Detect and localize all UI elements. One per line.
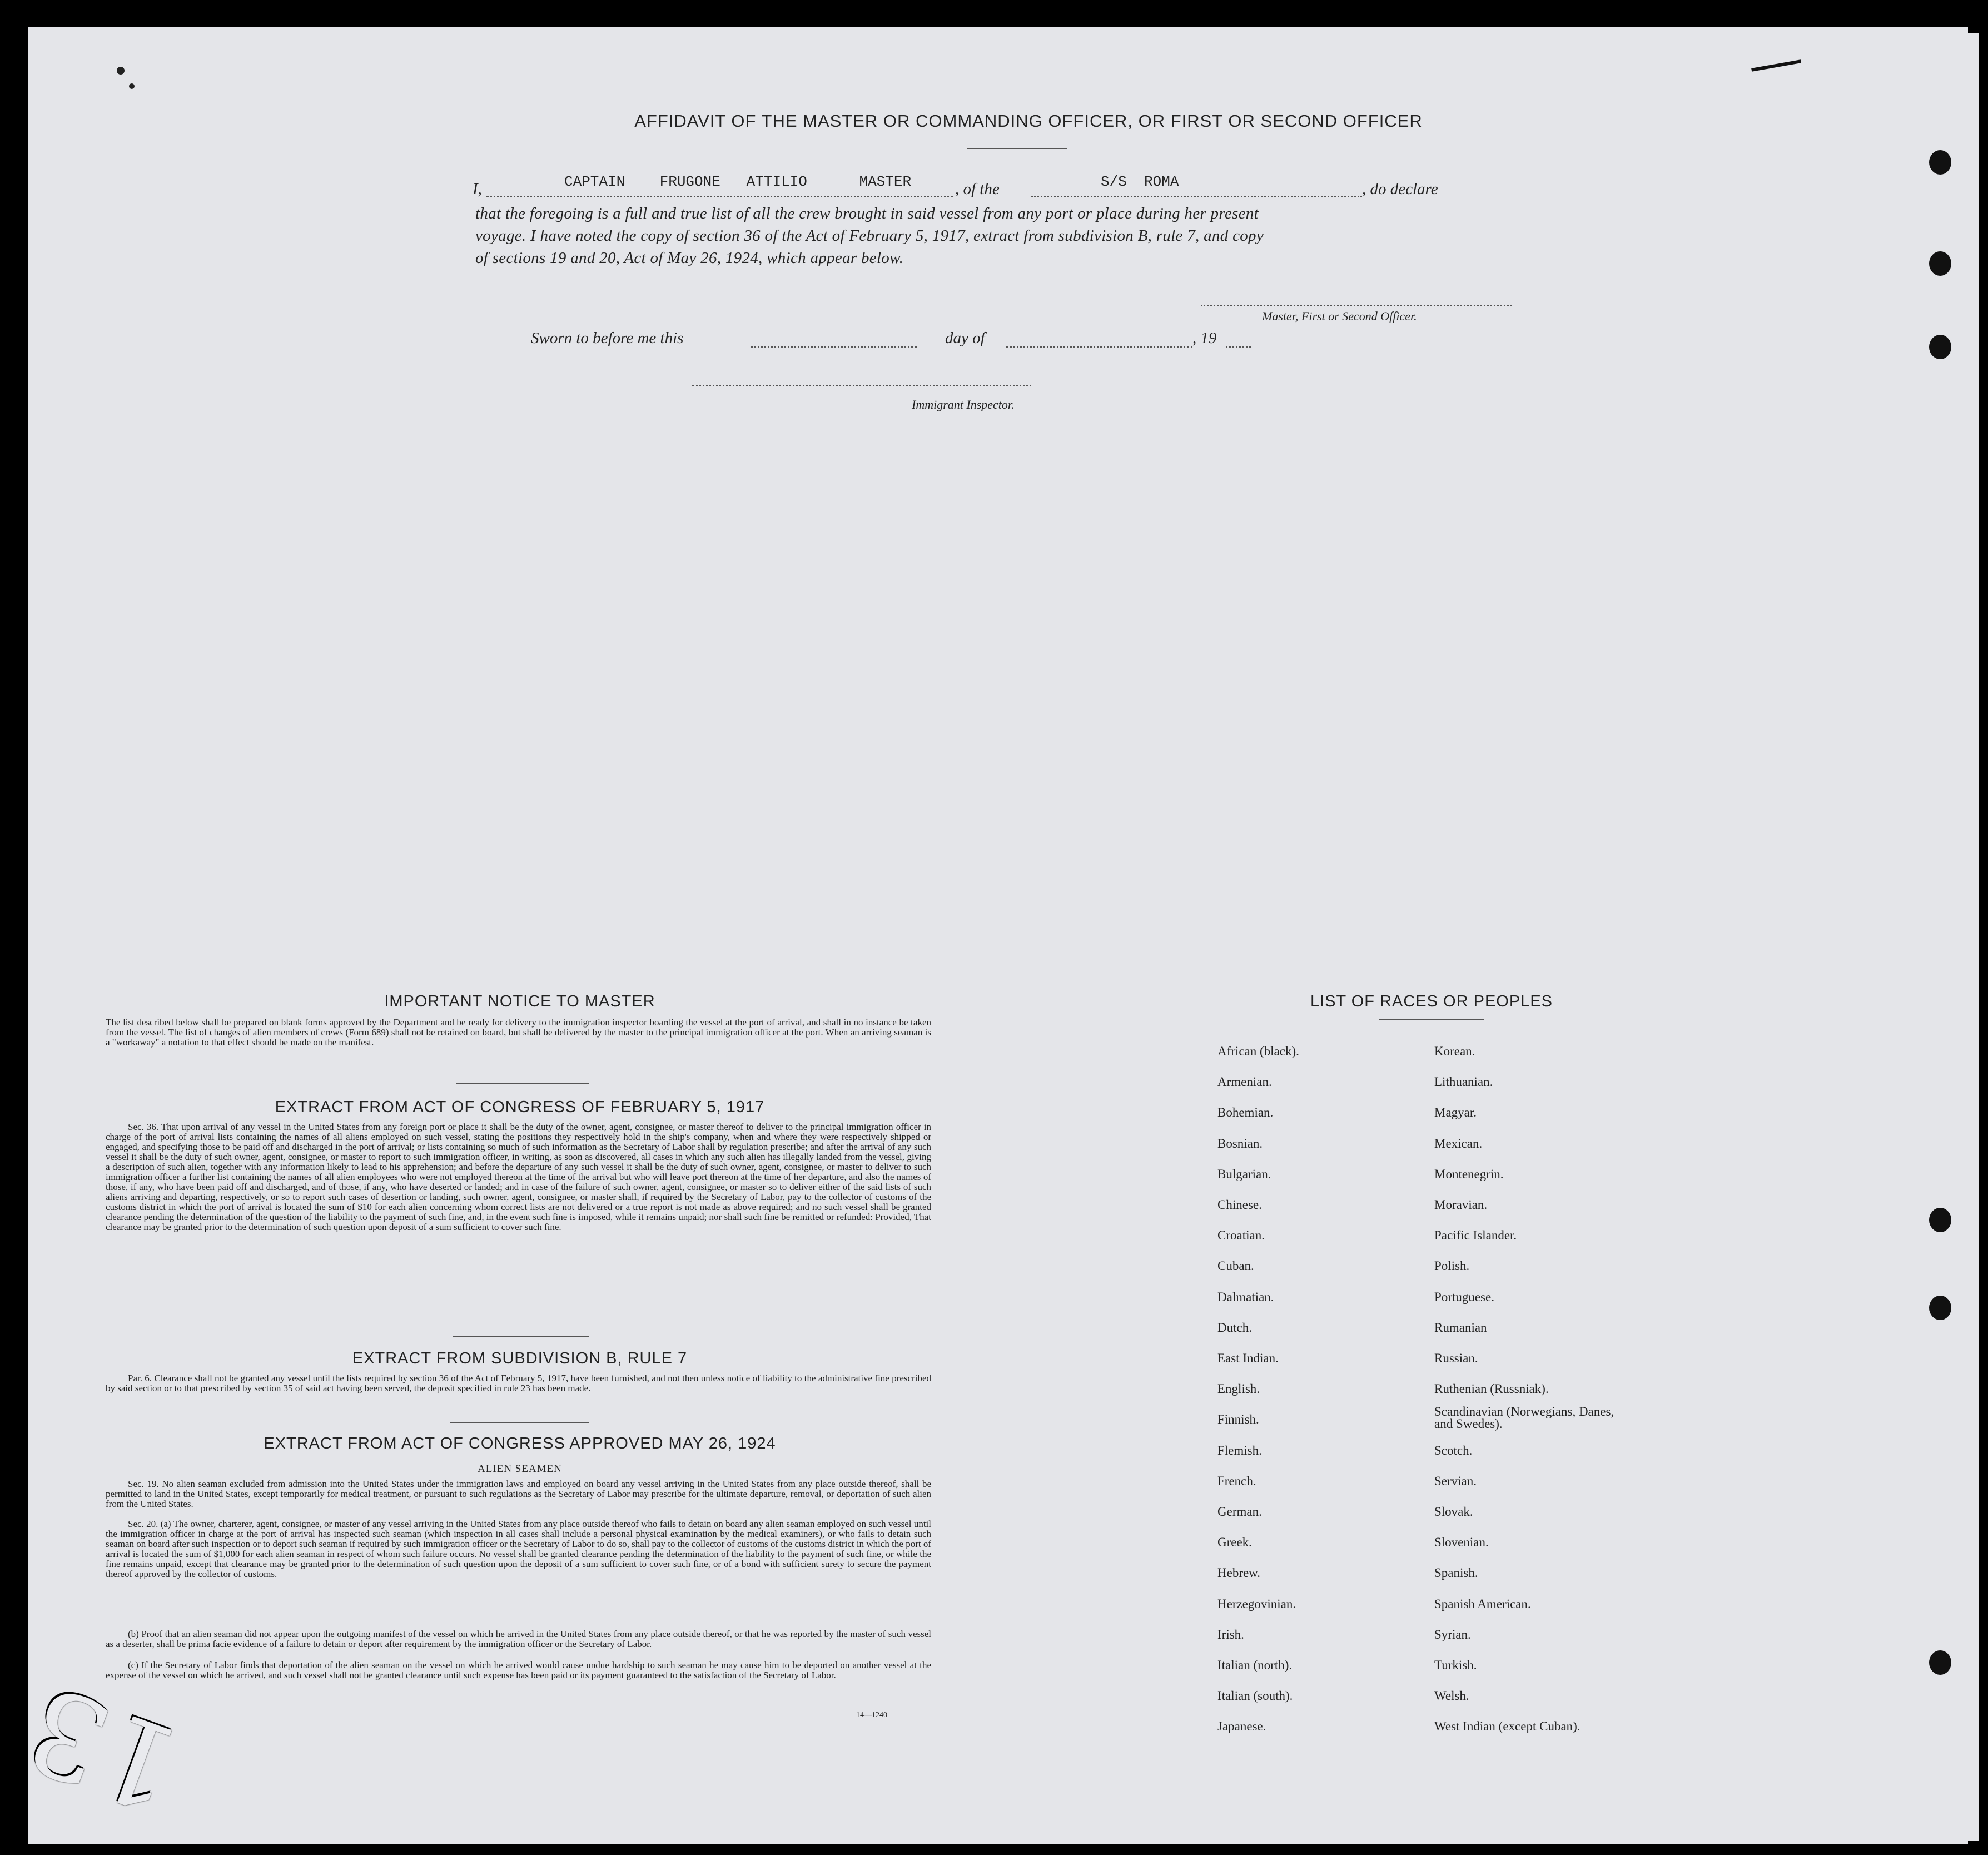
extract-1924-title: EXTRACT FROM ACT OF CONGRESS APPROVED MAY 26, 1924 [264, 1435, 776, 1452]
binder-hole [1929, 335, 1951, 359]
notice-body: The list described below shall be prepared on blank forms approved by the Department and be ready for delivery to the immigration inspector boarding the vessel at the port of arrival, and shall in no instance be taken from the vessel. The list of changes of alien members of crews (Form 689) shall not be retained on board, but shall be delivered by the master to the principal immigration officer at the port. When an arriving seaman is a "workaway" a notation to that effect should be made on the manifest. [106, 1017, 931, 1048]
race-item: Scotch. [1434, 1443, 1473, 1457]
race-item: English. [1217, 1382, 1260, 1396]
inspector-caption: Immigrant Inspector. [912, 398, 1015, 411]
divider [456, 1083, 589, 1084]
extract-1917-title: EXTRACT FROM ACT OF CONGRESS OF FEBRUARY 5, 1917 [275, 1098, 765, 1116]
race-item: Portuguese. [1434, 1289, 1494, 1304]
race-item: Finnish. [1217, 1412, 1259, 1427]
declaration-line-3: voyage. I have noted the copy of section 36 of the Act of February 5, 1917, extract from subdivision B, rule 7, and copy [475, 227, 1264, 245]
declaration-prefix: I, [473, 180, 482, 198]
race-item: Syrian. [1434, 1627, 1471, 1641]
race-item: Ruthenian (Russniak). [1434, 1382, 1549, 1396]
race-item: Slovak. [1434, 1505, 1473, 1519]
race-item: Italian (north). [1217, 1658, 1293, 1672]
alien-seamen-subtitle: ALIEN SEAMEN [478, 1463, 562, 1475]
page-edge [1690, 33, 1979, 1841]
race-item: Greek. [1217, 1535, 1252, 1550]
declaration-line-4: of sections 19 and 20, Act of May 26, 1924, which appear below. [475, 249, 904, 267]
binder-hole [1929, 1296, 1951, 1320]
race-item: Mexican. [1434, 1136, 1483, 1150]
master-name-filled: CAPTAIN FRUGONE ATTILIO MASTER [564, 173, 912, 190]
ink-speck [117, 67, 125, 75]
signature-caption: Master, First or Second Officer. [1262, 309, 1417, 323]
vessel-name-filled: S/S ROMA [1101, 173, 1179, 190]
form-number: 14—1240 [856, 1711, 887, 1719]
race-item: Flemish. [1217, 1443, 1262, 1457]
of-the-label: , of the [955, 180, 1000, 198]
divider [1379, 1019, 1484, 1020]
year-label: , 19 [1192, 329, 1217, 347]
declare-label: , do declare [1362, 180, 1438, 198]
page-number-stamp: 13 [10, 1659, 197, 1838]
binder-hole [1929, 1650, 1951, 1675]
race-item: Italian (south). [1217, 1689, 1293, 1703]
section-19-text: Sec. 19. No alien seaman excluded from admission into the United States under the immigration laws and employed on board any vessel arriving in the United States from any place outside thereof, shall be permitted to land in the United States, except temporarily for medical treatment, or pursuant to such regulations as the Secretary of Labor may prescribe for the ultimate departure, removal, or deportation of such alien from the United States. [106, 1479, 931, 1509]
section-20a-text: Sec. 20. (a) The owner, charterer, agent, consignee, or master of any vessel arriving in the United States from any place outside thereof who fails to detain on board any alien seaman employed on such vessel until the immigration officer in charge at the port of arrival has inspected such seaman (which inspection in all cases shall include a personal physical examination by the medical examiners), or who fails to detain such seaman on board after such inspection or to deport such seaman if required by such immigration officer or the Secretary of Labor to do so, shall pay to the collector of customs of the customs district in which the port of arrival is located the sum of $1,000 for each alien seaman in respect of whom such failure occurs. No vessel shall be granted clearance pending the determination of the liability to the payment of such fine, or while the fine remains unpaid, except that clearance may be granted prior to the determination of such question upon the deposit of a sum sufficient to cover such fine, or of a bond with sufficient surety to secure the payment thereof approved by the collector of customs. [106, 1519, 931, 1579]
race-item: Bulgarian. [1217, 1167, 1271, 1181]
race-item: German. [1217, 1505, 1262, 1519]
section-20b-text: (b) Proof that an alien seaman did not appear upon the outgoing manifest of the vessel on which he arrived in the United States from any place outside thereof, or that he was reported by the master of such vessel as a deserter, shall be prima facie evidence of a failure to detain or deport after requirement by the immigration officer or the Secretary of Labor. [106, 1629, 931, 1649]
sworn-line [531, 329, 1309, 351]
subdivision-b-body: Par. 6. Clearance shall not be granted any vessel until the lists required by section 36 of the Act of February 5, 1917, have been furnished, and not then unless notice of liability to the administrative fine prescribed by said section or to that prescribed by section 35 of said act having been served, the deposit specified in rule 23 has been made. [106, 1373, 931, 1393]
affidavit-title: AFFIDAVIT OF THE MASTER OR COMMANDING OFFICER, OR FIRST OR SECOND OFFICER [634, 111, 1423, 131]
notice-title: IMPORTANT NOTICE TO MASTER [384, 993, 655, 1010]
race-item: Turkish. [1434, 1658, 1477, 1672]
race-item: Croatian. [1217, 1228, 1265, 1243]
signature-line [1201, 305, 1512, 306]
race-item: Servian. [1434, 1474, 1477, 1488]
race-item: Welsh. [1434, 1689, 1469, 1703]
race-item: Scandinavian (Norwegians, Danes, and Swedes). [1434, 1405, 1614, 1431]
declaration-line-1 [473, 173, 1557, 199]
race-item: African (black). [1217, 1044, 1299, 1058]
divider [967, 148, 1067, 149]
binder-hole [1929, 150, 1951, 175]
race-item: Slovenian. [1434, 1535, 1489, 1550]
race-item: Herzegovinian. [1217, 1596, 1296, 1611]
day-of-label: day of [945, 329, 985, 347]
race-item: Armenian. [1217, 1075, 1272, 1089]
race-item: Dalmatian. [1217, 1289, 1274, 1304]
race-item: Spanish American. [1434, 1596, 1531, 1611]
race-item: Montenegrin. [1434, 1167, 1504, 1181]
ink-speck [129, 83, 135, 89]
race-item: Dutch. [1217, 1320, 1252, 1335]
divider [450, 1422, 589, 1423]
race-item: Irish. [1217, 1627, 1244, 1641]
race-item: East Indian. [1217, 1351, 1279, 1365]
race-item: West Indian (except Cuban). [1434, 1719, 1581, 1734]
extract-1917-body: Sec. 36. That upon arrival of any vessel in the United States from any foreign port or place it shall be the duty of the owner, agent, consignee, or master thereof to deliver to the principal immigration officer in charge of the port of arrival lists containing the names of all aliens employed on such vessel, stating the positions they respectively hold in the ship's company, when and where they were respectively shipped or engaged, and specifying those to be paid off and discharged in the port of arrival; or lists containing so much of such information as the Secretary of Labor shall by regulation prescribe; and after the arrival of any such vessel it shall be the duty of such owner, agent, consignee, or master to report to such immigration officer, in writing, as soon as discovered, all cases in which any such alien has illegally landed from the vessel, giving a description of such alien, together with any information likely to lead to his apprehension; and before the departure of any such vessel it shall be the duty of such owner, agent, consignee, or master to deliver to such immigration officer a further list containing the names of all alien employees who were not employed thereon at the time of the arrival but who will leave port thereon at the time of her departure, and also the names of those, if any, who have been paid off and discharged, and of those, if any, who have deserted or landed; and in case of the failure of such owner, agent, consignee, or master so to deliver either of the said lists of such aliens arriving and departing, respectively, or so to report such cases of desertion or landing, such owner, agent, consignee, or master shall, if required by the Secretary of Labor, pay to the collector of customs of the customs district in which the port of arrival is located the sum of $10 for each alien concerning whom correct lists are not delivered or a true report is not made as above required; and no such vessel shall be granted clearance pending the determination of the question of the liability to the payment of such fine, and, in the event such fine is imposed, while it remains unpaid; nor shall such fine be remitted or refunded: Provided, That clearance may be granted prior to the determination of such question upon deposit of a sum sufficient to cover such fine. [106, 1122, 931, 1232]
race-item: Rumanian [1434, 1320, 1487, 1335]
race-item: Russian. [1434, 1351, 1478, 1365]
race-item: Pacific Islander. [1434, 1228, 1517, 1243]
subdivision-b-title: EXTRACT FROM SUBDIVISION B, RULE 7 [352, 1350, 688, 1367]
sworn-label: Sworn to before me this [531, 329, 684, 347]
inspector-signature-line [692, 385, 1031, 386]
binder-hole [1929, 251, 1951, 276]
declaration-line-2: that the foregoing is a full and true list of all the crew brought in said vessel from any port or place during her present [475, 205, 1259, 222]
race-item: Hebrew. [1217, 1566, 1261, 1580]
binder-hole [1929, 1208, 1951, 1232]
race-item: Magyar. [1434, 1105, 1477, 1120]
race-item: Lithuanian. [1434, 1075, 1493, 1089]
race-item: Japanese. [1217, 1719, 1266, 1734]
race-item: Cuban. [1217, 1259, 1254, 1273]
section-20c-text: (c) If the Secretary of Labor finds that deportation of the alien seaman on the vessel on which he arrived would cause undue hardship to such seaman he may cause him to be deported on another vessel at the expense of the vessel on which he arrived, and such vessel shall not be granted clearance until such expense has been paid or its payment guaranteed to the satisfaction of the Secretary of Labor. [106, 1660, 931, 1680]
race-item: Polish. [1434, 1259, 1470, 1273]
race-item: Spanish. [1434, 1566, 1478, 1580]
race-item: French. [1217, 1474, 1256, 1488]
race-item: Chinese. [1217, 1198, 1262, 1212]
divider [453, 1336, 589, 1337]
race-item: Bosnian. [1217, 1136, 1263, 1150]
race-item: Bohemian. [1217, 1105, 1274, 1120]
race-item: Korean. [1434, 1044, 1475, 1058]
races-title: LIST OF RACES OR PEOPLES [1310, 993, 1553, 1010]
race-item: Moravian. [1434, 1198, 1488, 1212]
